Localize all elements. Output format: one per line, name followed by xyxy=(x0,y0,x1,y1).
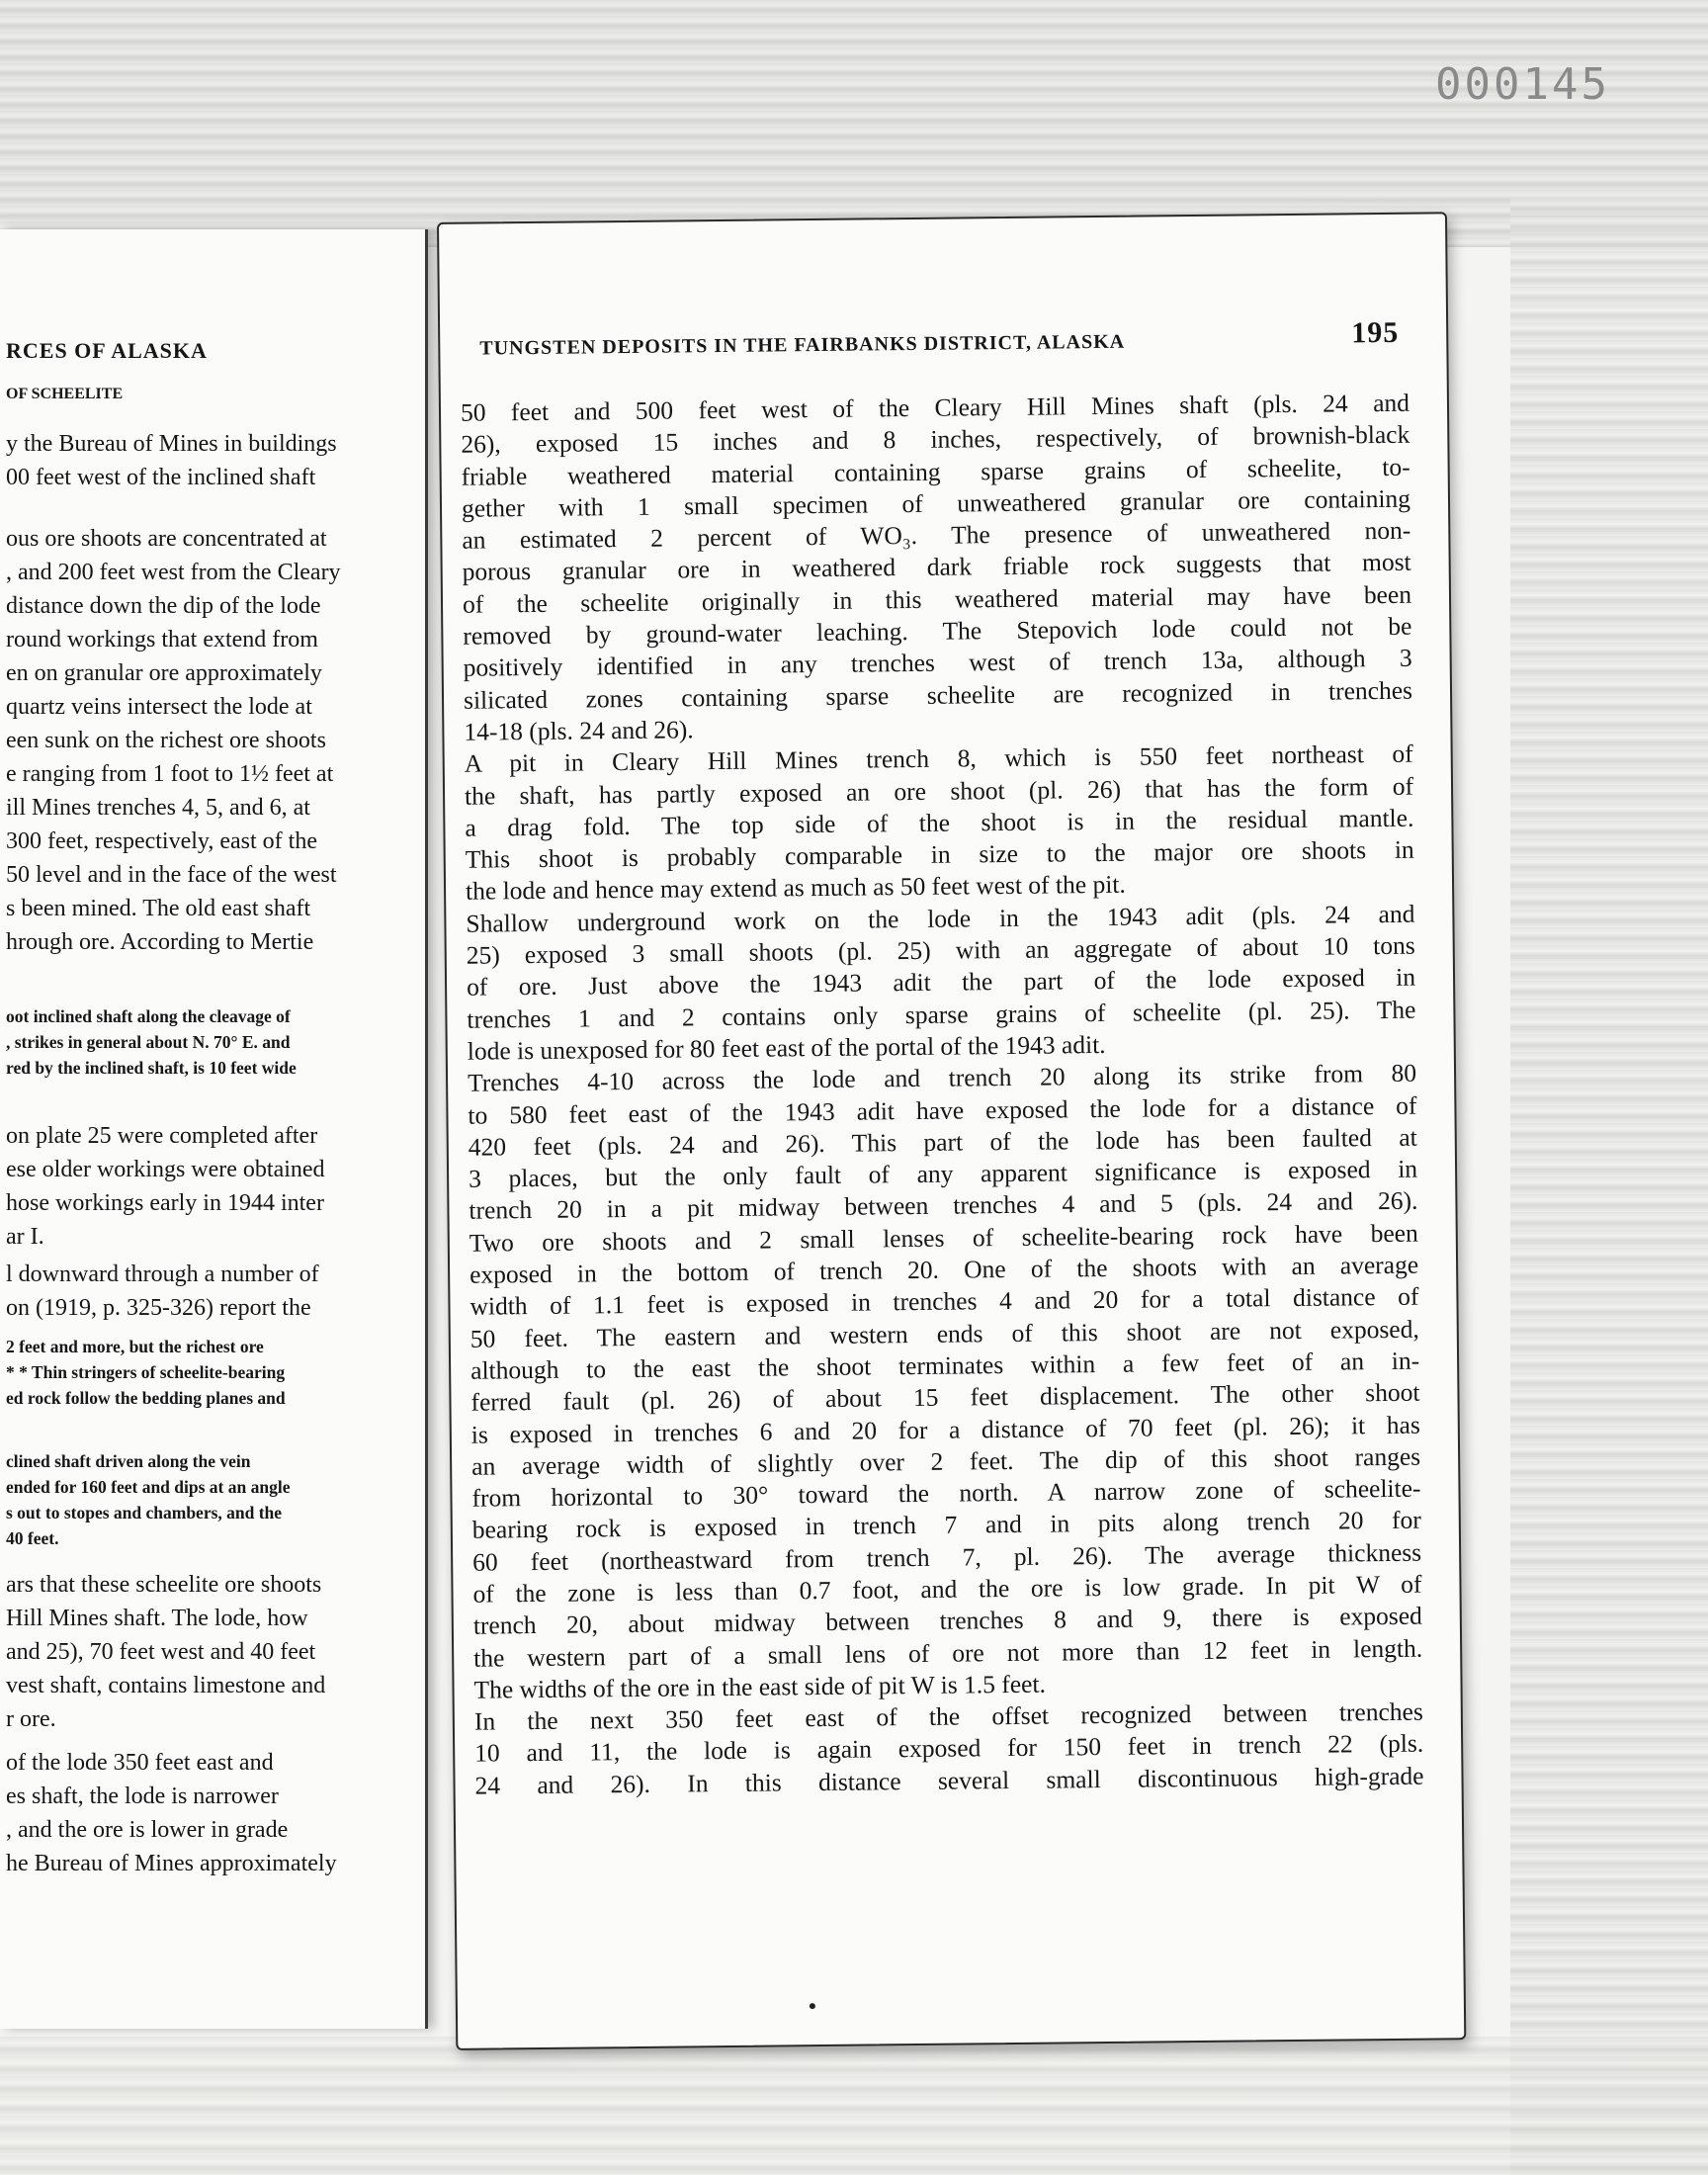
body-text-line: The widths of the ore in the east side of pit W is 1.5 feet. xyxy=(473,1669,1047,1704)
left-text-line: en on granular ore approximately xyxy=(6,660,322,686)
body-text-line: an average width of slightly over 2 feet. The dip of this shoot ranges xyxy=(471,1441,1421,1481)
left-text-line: quartz veins intersect the lode at xyxy=(6,694,312,720)
body-text-line: width of 1.1 feet is exposed in trenches 4 and 20 for a total distance of xyxy=(470,1281,1419,1322)
left-text-line: een sunk on the richest ore shoots xyxy=(6,728,326,753)
left-text-line: and 25), 70 feet west and 40 feet xyxy=(6,1639,316,1665)
scan-shadow-bottom xyxy=(0,2037,1708,2175)
body-text-line: porous granular ore in weathered dark friable rock suggests that most xyxy=(462,548,1411,587)
body-text-line: of the scheelite originally in this weathered material may have been xyxy=(462,579,1412,619)
page-dot-mark xyxy=(810,2003,815,2009)
body-text-line: is exposed in trenches 6 and 20 for a distance of 70 feet (pl. 26); it has xyxy=(470,1410,1420,1449)
left-text-line: ars that these scheelite ore shoots xyxy=(6,1572,322,1598)
body-text-line: 14-18 (pls. 24 and 26). xyxy=(464,715,694,746)
left-text-line: 50 level and in the face of the west xyxy=(6,862,337,888)
body-text-line: 420 feet (pls. 24 and 26). This part of the lode has been faulted at xyxy=(468,1122,1417,1162)
left-text-line: * * Thin stringers of scheelite-bearing xyxy=(6,1362,286,1382)
right-page xyxy=(437,212,1466,2050)
left-text-line: , and 200 feet west from the Cleary xyxy=(6,560,341,585)
left-page xyxy=(0,229,428,2029)
body-text-line: 25) exposed 3 small shoots (pl. 25) with an aggregate of about 10 tons xyxy=(466,930,1415,970)
body-text-line: bearing rock is exposed in trench 7 and in pits along trench 20 for xyxy=(471,1506,1421,1545)
left-text-line: vest shaft, contains limestone and xyxy=(6,1673,326,1698)
body-text-line: to 580 feet east of the 1943 adit have exposed the lode for a distance of xyxy=(468,1090,1417,1130)
body-text-line: removed by ground-water leaching. The Stepovich lode could not be xyxy=(463,611,1412,651)
body-text-line: a drag fold. The top side of the shoot is in the residual mantle. xyxy=(465,803,1414,842)
body-text-line: gether with 1 small specimen of unweathered granular ore containing xyxy=(461,483,1411,523)
left-text-line: red by the inclined shaft, is 10 feet wide xyxy=(6,1058,297,1078)
body-text-line: the lode and hence may extend as much as 50 feet west of the pit. xyxy=(465,870,1126,907)
left-text-line: clined shaft driven along the vein xyxy=(6,1451,251,1471)
body-text-line: Trenches 4-10 across the lode and trench 20 along its strike from 80 xyxy=(467,1058,1417,1097)
body-text-line: 50 feet. The eastern and western ends of this shoot are not exposed, xyxy=(470,1314,1419,1353)
body-text-line: In the next 350 feet east of the offset recognized between trenches xyxy=(473,1696,1423,1736)
body-text-line: Two ore shoots and 2 small lenses of scheelite-bearing rock have been xyxy=(469,1218,1418,1258)
left-text-line: on (1919, p. 325-326) report the xyxy=(6,1295,311,1321)
left-text-line: oot inclined shaft along the cleavage of xyxy=(6,1006,291,1026)
left-text-line: hrough ore. According to Mertie xyxy=(6,929,314,955)
body-text-line: friable weathered material containing sparse grains of scheelite, to- xyxy=(461,452,1410,491)
body-text-line: Shallow underground work on the lode in the 1943 adit (pls. 24 and xyxy=(466,899,1415,938)
body-text-line: trench 20, about midway between trenches 8 and 9, there is exposed xyxy=(472,1601,1422,1640)
body-text-line: 50 feet and 500 feet west of the Cleary Hill Mines shaft (pls. 24 and xyxy=(460,388,1410,427)
body-text-line: from horizontal to 30° toward the north. A narrow zone of scheelite- xyxy=(471,1473,1421,1513)
left-text-line: ed rock follow the bedding planes and xyxy=(6,1388,286,1408)
body-text-line: the shaft, has partly exposed an ore shoot (pl. 26) that has the form of xyxy=(464,771,1414,811)
left-text-line: l downward through a number of xyxy=(6,1262,319,1287)
body-text-line: of ore. Just above the 1943 adit the part of the lode exposed in xyxy=(466,963,1416,1002)
left-text-line: ended for 160 feet and dips at an angle xyxy=(6,1477,291,1497)
left-text-line: 300 feet, respectively, east of the xyxy=(6,828,317,854)
body-text-line: This shoot is probably comparable in size to the major ore shoots in xyxy=(465,834,1414,874)
left-text-line: s been mined. The old east shaft xyxy=(6,896,311,921)
left-text-line: , strikes in general about N. 70° E. and xyxy=(6,1032,291,1052)
left-text-line: Hill Mines shaft. The lode, how xyxy=(6,1606,308,1631)
body-text-line: the western part of a small lens of ore not more than 12 feet in length. xyxy=(473,1633,1423,1673)
left-text-line: distance down the dip of the lode xyxy=(6,593,321,619)
left-section-header: OF SCHEELITE xyxy=(6,386,124,402)
body-text-line: trenches 1 and 2 contains only sparse grains of scheelite (pl. 25). The xyxy=(467,995,1416,1034)
body-text-line: positively identified in any trenches west of trench 13a, although 3 xyxy=(463,644,1412,683)
left-text-line: r ore. xyxy=(6,1706,56,1732)
right-running-header xyxy=(479,315,1400,361)
body-text-line: 60 feet (northeastward from trench 7, pl. 26). The average thickness xyxy=(472,1537,1422,1577)
left-text-line: ese older workings were obtained xyxy=(6,1157,325,1182)
body-text-line: silicated zones containing sparse scheelite are recognized in trenches xyxy=(463,675,1413,715)
body-text-line: an estimated 2 percent of WO₃. The presence of unweathered non- xyxy=(462,515,1411,555)
left-text-line: of the lode 350 feet east and xyxy=(6,1750,274,1776)
body-text-line: A pit in Cleary Hill Mines trench 8, which is 550 feet northeast of xyxy=(464,739,1413,779)
body-text-line: lode is unexposed for 80 feet east of the portal of the 1943 adit. xyxy=(467,1029,1106,1066)
left-text-line: ous ore shoots are concentrated at xyxy=(6,526,327,552)
left-text-line: he Bureau of Mines approximately xyxy=(6,1851,337,1876)
right-text-block xyxy=(461,388,1424,1802)
scan-shadow-right xyxy=(1510,198,1708,2175)
left-text-line: 40 feet. xyxy=(6,1528,59,1548)
body-text-line: exposed in the bottom of trench 20. One of the shoots with an average xyxy=(469,1250,1419,1289)
left-text-line: , and the ore is lower in grade xyxy=(6,1817,289,1843)
left-text-line: s out to stopes and chambers, and the xyxy=(6,1503,283,1522)
left-text-line: 2 feet and more, but the richest ore xyxy=(6,1337,264,1356)
left-text-line: 00 feet west of the inclined shaft xyxy=(6,465,316,490)
body-text-line: of the zone is less than 0.7 foot, and the ore is low grade. In pit W of xyxy=(472,1569,1422,1609)
left-text-line: es shaft, the lode is narrower xyxy=(6,1784,279,1809)
page-stamp-number: 000145 xyxy=(1435,59,1610,110)
left-text-line: y the Bureau of Mines in buildings xyxy=(6,431,337,457)
body-text-line: 3 places, but the only fault of any apparent significance is exposed in xyxy=(468,1154,1418,1193)
scan-shadow-top xyxy=(0,0,1708,247)
left-running-header: RCES OF ALASKA xyxy=(6,338,208,363)
body-text-line: ferred fault (pl. 26) of about 15 feet displacement. The other shoot xyxy=(470,1377,1420,1417)
left-text-line: ar I. xyxy=(6,1224,44,1250)
body-text-line: 10 and 11, the lode is again exposed for 150 feet in trench 22 (pls. xyxy=(474,1729,1424,1769)
left-text-line: on plate 25 were completed after xyxy=(6,1123,318,1149)
body-text-line: 26), exposed 15 inches and 8 inches, respectively, of brownish-black xyxy=(461,420,1410,460)
running-header-title: TUNGSTEN DEPOSITS IN THE FAIRBANKS DISTRICT, ALASKA xyxy=(479,330,1126,360)
left-text-line: ill Mines trenches 4, 5, and 6, at xyxy=(6,795,310,821)
left-text-line: hose workings early in 1944 inter xyxy=(6,1190,324,1216)
body-text-line: 24 and 26). In this distance several small discontinuous high-grade xyxy=(474,1761,1424,1800)
page-number: 195 xyxy=(1351,315,1400,350)
body-text-line: although to the east the shoot terminates within a few feet of an in- xyxy=(470,1346,1420,1385)
left-text-line: e ranging from 1 foot to 1½ feet at xyxy=(6,761,334,787)
body-text-line: trench 20 in a pit midway between trenches 4 and 5 (pls. 24 and 26). xyxy=(469,1186,1418,1226)
left-text-line: round workings that extend from xyxy=(6,627,318,652)
